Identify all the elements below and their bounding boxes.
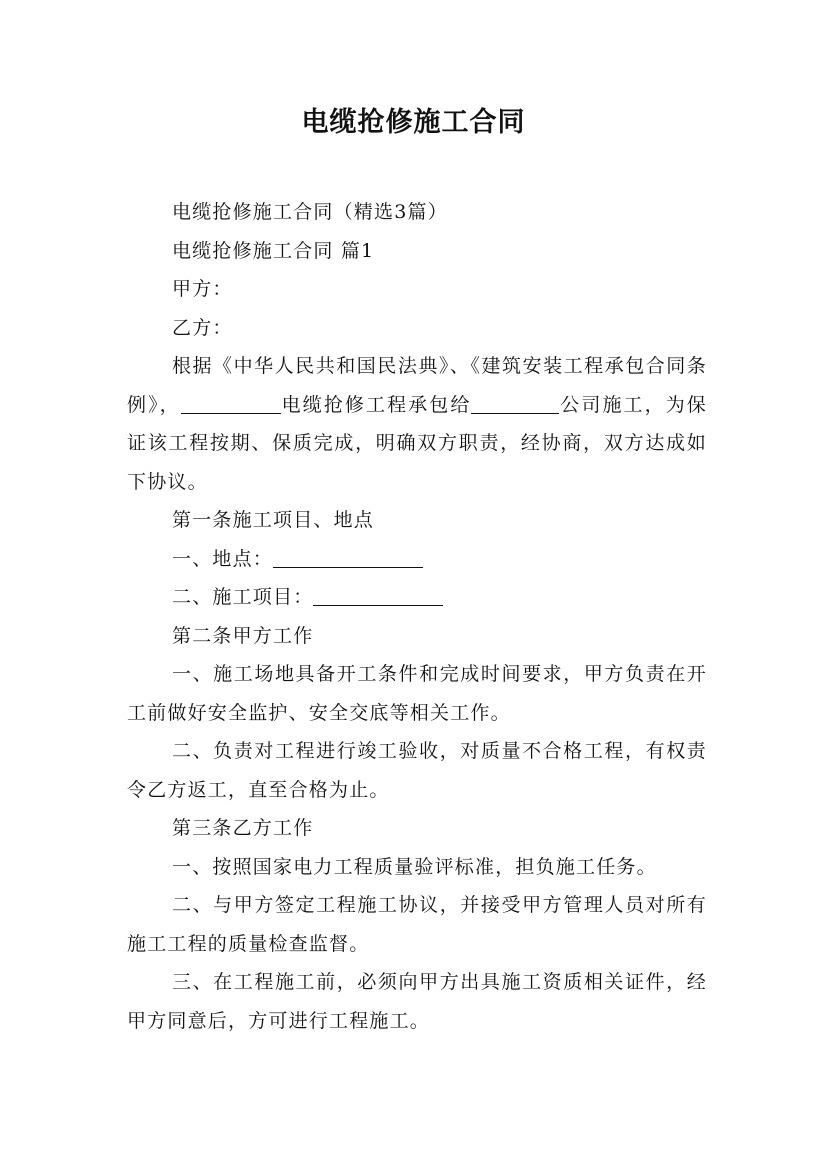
article-3-heading: 第三条乙方工作: [172, 817, 314, 839]
article-1-item-2: [127, 578, 707, 617]
blank-line: [181, 394, 281, 414]
article-1-item-1: [127, 540, 707, 579]
article-3-item-3: 三、在工程施工前，必须向甲方出具施工资质相关证件，经甲方同意后，方可进行工程施工。: [127, 971, 707, 1032]
blank-line: [471, 394, 559, 414]
article-3-item-1: 一、按照国家电力工程质量验评标准，担负施工任务。: [172, 855, 657, 878]
article-1-heading: 第一条施工项目、地点: [172, 509, 375, 531]
intro-paragraph: [127, 347, 707, 501]
intro-text-1: 根据《中华人民共和国民法典》、《建筑安装工程承包合同条例》，: [127, 355, 707, 416]
document-title: 电缆抢修施工合同: [301, 107, 526, 138]
intro-text-3: 公司施工，为保证该工程按期、保质完成，明确双方职责，经协商，双方达成如下协议。: [127, 393, 707, 493]
party-a-label: 甲方：: [172, 278, 233, 300]
document-subtitle: 电缆抢修施工合同（精选3篇）: [172, 201, 448, 223]
article-2-item-1: 一、施工场地具备开工条件和完成时间要求，甲方负责在开工前做好安全监护、安全交底等相关工作。: [127, 663, 707, 724]
section-heading: 电缆抢修施工合同 篇1: [172, 239, 375, 262]
location-label: 一、地点：: [172, 547, 274, 570]
article-3-item-2: 二、与甲方签定工程施工协议，并接受甲方管理人员对所有施工工程的质量检查监督。: [127, 894, 707, 955]
article-2-item-2: 二、负责对工程进行竣工验收，对质量不合格工程，有权责令乙方返工，直至合格为止。: [127, 740, 707, 801]
article-2-heading: 第二条甲方工作: [172, 624, 314, 647]
project-label: 二、施工项目：: [172, 586, 314, 608]
intro-text-2: 电缆抢修工程承包给: [280, 393, 472, 416]
blank-line: [313, 586, 443, 606]
document-body: [127, 193, 707, 1040]
party-b-label: 乙方：: [172, 316, 233, 339]
blank-line: [273, 548, 423, 568]
